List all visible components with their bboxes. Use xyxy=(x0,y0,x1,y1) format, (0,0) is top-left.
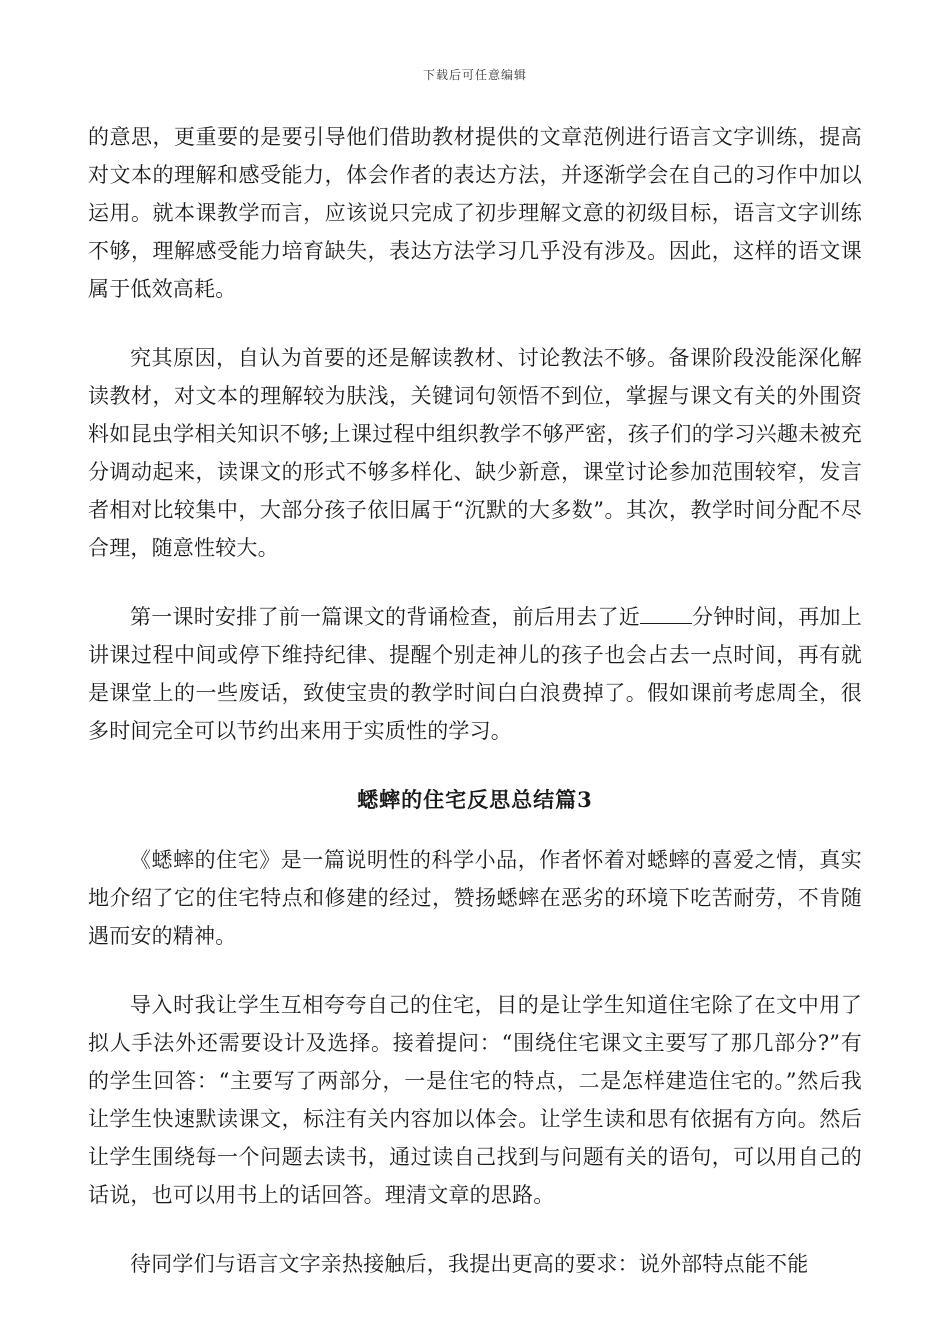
paragraph-6: 待同学们与语言文字亲热接触后，我提出更高的要求：说外部特点能不能 xyxy=(130,1252,809,1276)
paragraph-4: 《蟋蟀的住宅》是一篇说明性的科学小品，作者怀着对蟋蟀的喜爱之情，真实地介绍了它的住宅特点和修建的经过，赞扬蟋蟀在恶劣的环境下吃苦耐劳，不肯随遇而安的精神。 xyxy=(88,848,862,948)
paragraph-1: 的意思，更重要的是要引导他们借助教材提供的文章范例进行语言文字训练，提高对文本的理解和感受能力，体会作者的表达方法，并逐渐学会在自己的习作中加以运用。就本课教学而言，应该说只完成了初步理解文意的初级目标，语言文字训练不够，理解感受能力培育缺失，表达方法学习几乎没有涉及。因此，这样的语文课属于低效高耗。 xyxy=(88,125,862,301)
paragraph-3 xyxy=(88,598,862,750)
paragraph-3-start: 第一课时安排了前一篇课文的背诵检查，前后用去了近 xyxy=(130,605,640,629)
paragraph-3-end: 分钟时间，再加上讲课过程中间或停下维持纪律、提醒个别走神儿的孩子也会占去一点时间，再有就是课堂上的一些废话，致使宝贵的教学时间白白浪费掉了。假如课前考虑周全，很多时间完全可以节约出来用于实质性的学习。 xyxy=(88,605,862,743)
section-title: 蟋蟀的住宅反思总结篇3 xyxy=(357,787,593,812)
document-body xyxy=(88,118,862,1283)
paragraph-5: 导入时我让学生互相夸夸自己的住宅，目的是让学生知道住宅除了在文中用了拟人手法外还需要设计及选择。接着提问：“围绕住宅课文主要写了那几部分?”有的学生回答：“主要写了两部分，一是住宅的特点，二是怎样建造住宅的。”然后我让学生快速默读课文，标注有关内容加以体会。让学生读和思有依据有方向。然后让学生围绕每一个问题去读书，通过读自己找到与问题有关的语句，可以用自己的话说，也可以用书上的话回答。理清文章的思路。 xyxy=(88,993,862,1207)
paragraph-2: 究其原因，自认为首要的还是解读教材、讨论教法不够。备课阶段没能深化解读教材，对文本的理解较为肤浅，关键词句领悟不到位，掌握与课文有关的外围资料如昆虫学相关知识不够;上课过程中组织教学不够严密，孩子们的学习兴趣未被充分调动起来，读课文的形式不够多样化、缺少新意，课堂讨论参加范围较窄，发言者相对比较集中，大部分孩子依旧属于“沉默的大多数”。其次，教学时间分配不尽合理，随意性较大。 xyxy=(88,346,862,560)
page-header: 下载后可任意编辑 xyxy=(422,68,527,82)
fill-in-blank xyxy=(640,605,692,624)
